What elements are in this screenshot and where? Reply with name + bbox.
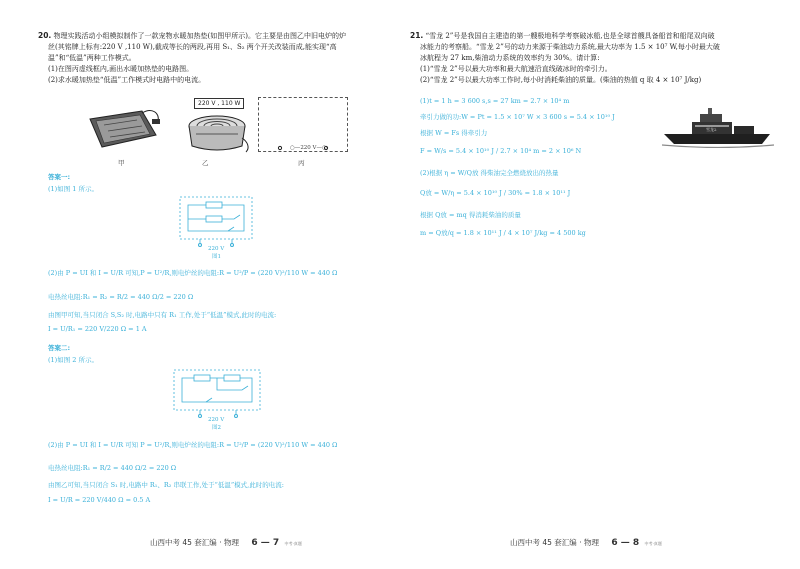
right-footer-mark: 中考·真题 [644, 541, 662, 546]
answer-21-line-4: F = W/s = 5.4 × 10¹⁰ J / 2.7 × 10⁴ m = 2 × 10⁶ N [420, 147, 582, 155]
answer-21-line-6: Q放 = W/η = 5.4 × 10¹⁰ J / 30% = 1.8 × 10¹¹ J [420, 189, 571, 197]
question-21-part-1: (1)“雪龙 2”号以最大功率和最大航速沿直线破冰时的牵引力。 [420, 65, 612, 73]
answer-1-part-2-a: (2)由 P = UI 和 I = U/R 可知,P = U²/R,则电炉丝的电阻:R = U²/P = (220 V)²/110 W = 440 Ω [48, 269, 338, 277]
figure-label-c: 丙 [298, 159, 305, 167]
answer-1-part-1: (1)如图 1 所示。 [48, 185, 98, 193]
electric-stove-figure [182, 108, 252, 156]
question-20-line-2: 丝(其铭牌上标有:220 V ,110 W),截成等长的两段,再用 S₁、S₂ 两个开关改装而成,能实现“高 [48, 43, 337, 51]
left-footer-mark: 中考·真题 [284, 541, 302, 546]
answer-2-part-2-b: 电热丝电阻:R₁ = R/2 = 440 Ω/2 = 220 Ω [48, 464, 177, 472]
nameplate-label: 220 V , 110 W [194, 98, 244, 109]
voltage-label-c: ○—220 V—○ [290, 145, 327, 151]
question-21-line-1: “雪龙 2”号是我国自主建造的第一艘极地科学考察破冰船,也是全球首艘具备船首和船尾双向破 [425, 32, 715, 40]
question-21-line-3: 冰航程为 27 km,柴油动力系统的效率约为 30%。请计算: [420, 54, 600, 62]
answer-21-line-3: 根据 W = Fs 得牵引力 [420, 129, 488, 137]
answer-1-part-2-b: 电热丝电阻:R₁ = R₂ = R/2 = 440 Ω/2 = 220 Ω [48, 293, 194, 301]
left-footer-title: 山西中考 45 套汇编 · 物理 [150, 538, 239, 547]
right-footer [510, 537, 662, 548]
answer-21-line-5: (2)根据 η = W/Q放 得柴油完全燃烧放出的热量 [420, 169, 559, 177]
left-footer [150, 537, 302, 548]
right-page [400, 0, 800, 569]
voltage-label-1: 220 V [208, 246, 225, 252]
figure-2-caption: 图2 [212, 425, 221, 431]
question-20-line-3: 温”和“低温”两种工作模式。 [48, 54, 136, 62]
question-20 [38, 30, 388, 86]
question-21-line-2: 冰能力的考察船。“雪龙 2”号的动力来源于柴油动力系统,最大功率为 1.5 × 10⁷ W,每小时最大破 [420, 43, 720, 51]
answer-2-heading: 答案二: [48, 344, 71, 352]
ship-name-label: 雪龙2 [706, 127, 717, 132]
answer-21-line-8: m = Q放/q = 1.8 × 10¹¹ J / 4 × 10⁷ J/kg = 4 500 kg [420, 229, 586, 237]
question-20-part-2: (2)求水暖加热垫“低温”工作模式时电路中的电流。 [48, 76, 206, 84]
figure-label-b: 乙 [202, 159, 209, 167]
voltage-label-2: 220 V [208, 417, 225, 423]
answer-1-part-2-d: I = U/R₁ = 220 V/220 Ω = 1 A [48, 325, 147, 333]
left-page-number: 6 — 7 [251, 538, 280, 548]
answer-1-heading: 答案一: [48, 173, 71, 181]
answer-21-line-2: 牵引力做的功:W = Pt = 1.5 × 10⁷ W × 3 600 s = 5.4 × 10¹⁰ J [420, 113, 615, 121]
answer-21-line-1: (1)t = 1 h = 3 600 s,s = 27 km = 2.7 × 10⁴ m [420, 97, 570, 105]
circuit-diagram-2 [172, 368, 262, 422]
question-20-line-1: 物理实践活动小组模拟制作了一款宠物水暖加热垫(如图甲所示)。它主要是由图乙中旧电炉的炉 [53, 32, 346, 40]
question-21-part-2: (2)“雪龙 2”号以最大功率工作时,每小时消耗柴油的质量。(柴油的热值 q 取 4 × 10⁷ J/kg) [420, 76, 702, 84]
question-20-number: 20. [38, 31, 52, 40]
heating-pad-figure [82, 105, 162, 155]
question-21 [410, 30, 770, 86]
answer-21-line-7: 根据 Q放 = mq 得消耗柴油的质量 [420, 211, 521, 219]
answer-2-part-2-d: I = U/R = 220 V/440 Ω = 0.5 A [48, 496, 151, 504]
answer-1-part-2-c: 由图甲可知,当只闭合 S,S₂ 时,电路中只有 R₁ 工作,处于“低温”模式,此时的电流: [48, 311, 277, 319]
right-page-number: 6 — 8 [611, 538, 640, 548]
icebreaker-ship-illustration [662, 104, 774, 148]
question-21-number: 21. [410, 31, 424, 40]
right-footer-title: 山西中考 45 套汇编 · 物理 [510, 538, 599, 547]
question-20-part-1: (1)在图丙虚线框内,画出水暖加热垫的电路图。 [48, 65, 194, 73]
answer-2-part-2-a: (2)由 P = UI 和 I = U/R 可知 P = U²/R,则电炉丝的电阻:R = U²/P = (220 V)²/110 W = 440 Ω [48, 441, 338, 449]
answer-2-part-2-c: 由图乙可知,当只闭合 S₁ 时,电路中 R₁、R₂ 串联工作,处于“低温”模式,此时的电流: [48, 481, 284, 489]
answer-2-part-1: (1)如图 2 所示。 [48, 356, 98, 364]
figure-label-a: 甲 [118, 159, 125, 167]
figure-1-caption: 图1 [212, 254, 221, 260]
